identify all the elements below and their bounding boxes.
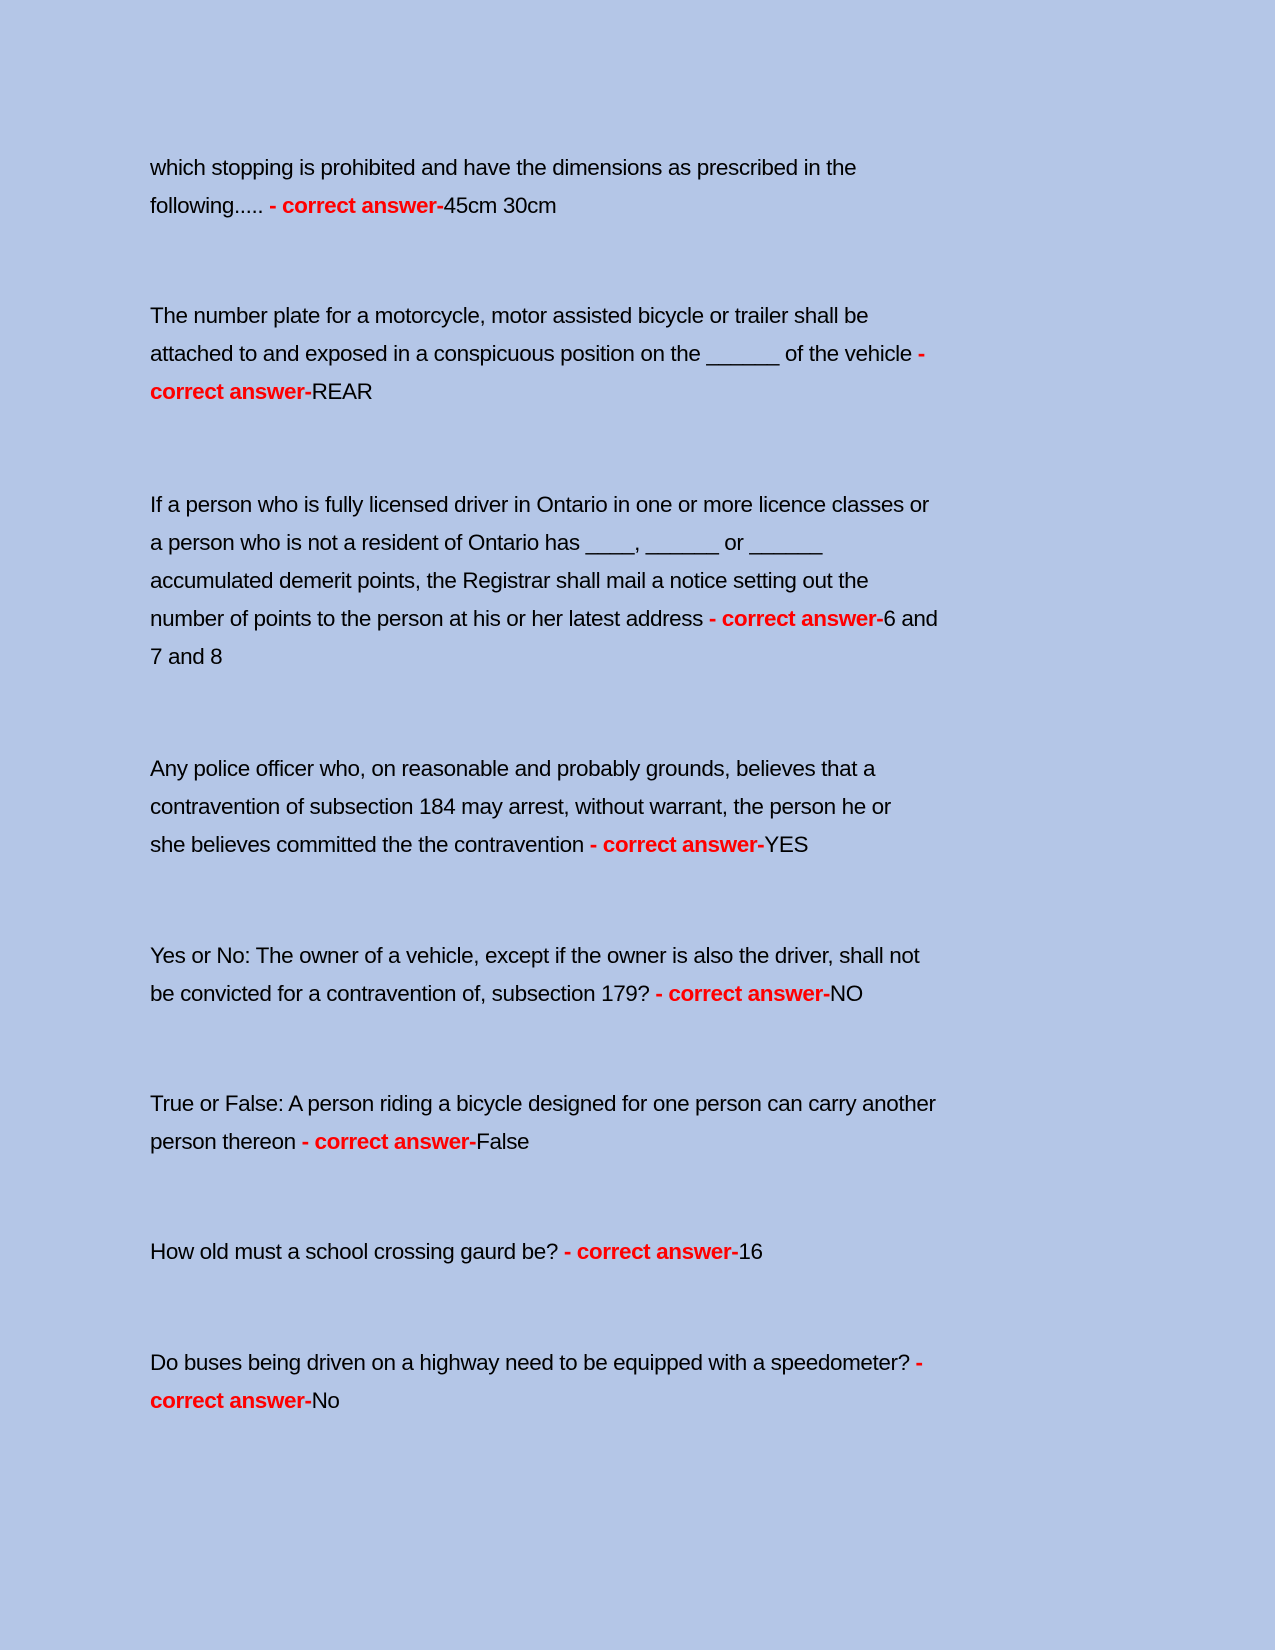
- question-line: Do buses being driven on a highway need to be equipped with a speedometer?: [150, 1350, 910, 1375]
- answer-label: - correct answer-: [583, 832, 765, 857]
- question-line: attached to and exposed in a conspicuous position on the ______ of the vehicle: [150, 341, 912, 366]
- answer-label: - correct answer-: [649, 981, 830, 1006]
- question-line: True or False: A person riding a bicycle designed for one person can carry another: [150, 1091, 936, 1116]
- qa-item-7: [150, 1233, 1230, 1271]
- question-line: Any police officer who, on reasonable and probably grounds, believes that a: [150, 756, 876, 781]
- qa-item-4: [150, 750, 1230, 864]
- qa-item-3: [150, 486, 1230, 676]
- answer-label: - correct answer-: [557, 1239, 739, 1264]
- answer: False: [476, 1129, 530, 1154]
- question-line: person thereon: [150, 1129, 296, 1154]
- answer-label: - correct answer-: [263, 193, 444, 218]
- question-line: If a person who is fully licensed driver in Ontario in one or more licence classes or: [150, 492, 929, 517]
- answer-label: -: [909, 1350, 923, 1375]
- question-line: The number plate for a motorcycle, motor assisted bicycle or trailer shall be: [150, 303, 869, 328]
- question-line: a person who is not a resident of Ontario has ____, ______ or ______: [150, 530, 823, 555]
- qa-item-8: [150, 1344, 1230, 1420]
- question-line: contravention of subsection 184 may arrest, without warrant, the person he or: [150, 794, 891, 819]
- answer: 16: [738, 1239, 763, 1264]
- question-line: number of points to the person at his or her latest address: [150, 606, 703, 631]
- question-line: Yes or No: The owner of a vehicle, except if the owner is also the driver, shall not: [150, 943, 920, 968]
- question-line: which stopping is prohibited and have the dimensions as prescribed in the: [150, 155, 857, 180]
- qa-item-1: [150, 149, 1230, 225]
- question-line: she believes committed the the contravention: [150, 832, 584, 857]
- answer: 45cm 30cm: [443, 193, 557, 218]
- question-line: How old must a school crossing gaurd be?: [150, 1239, 558, 1264]
- answer-label: correct answer-: [150, 379, 312, 404]
- answer: REAR: [311, 379, 373, 404]
- answer: No: [311, 1388, 340, 1413]
- qa-item-2: [150, 297, 1230, 411]
- question-line: accumulated demerit points, the Registrar shall mail a notice setting out the: [150, 568, 869, 593]
- answer-label: -: [911, 341, 925, 366]
- answer-label: - correct answer-: [702, 606, 884, 631]
- question-line: following.....: [150, 193, 264, 218]
- answer: 6 and: [883, 606, 938, 631]
- question-line: be convicted for a contravention of, subsection 179?: [150, 981, 650, 1006]
- answer: YES: [764, 832, 809, 857]
- qa-item-5: [150, 937, 1230, 1013]
- answer: NO: [829, 981, 863, 1006]
- answer-label: correct answer-: [150, 1388, 312, 1413]
- answer-label: - correct answer-: [295, 1129, 477, 1154]
- qa-item-6: [150, 1085, 1230, 1161]
- answer: 7 and 8: [150, 644, 223, 669]
